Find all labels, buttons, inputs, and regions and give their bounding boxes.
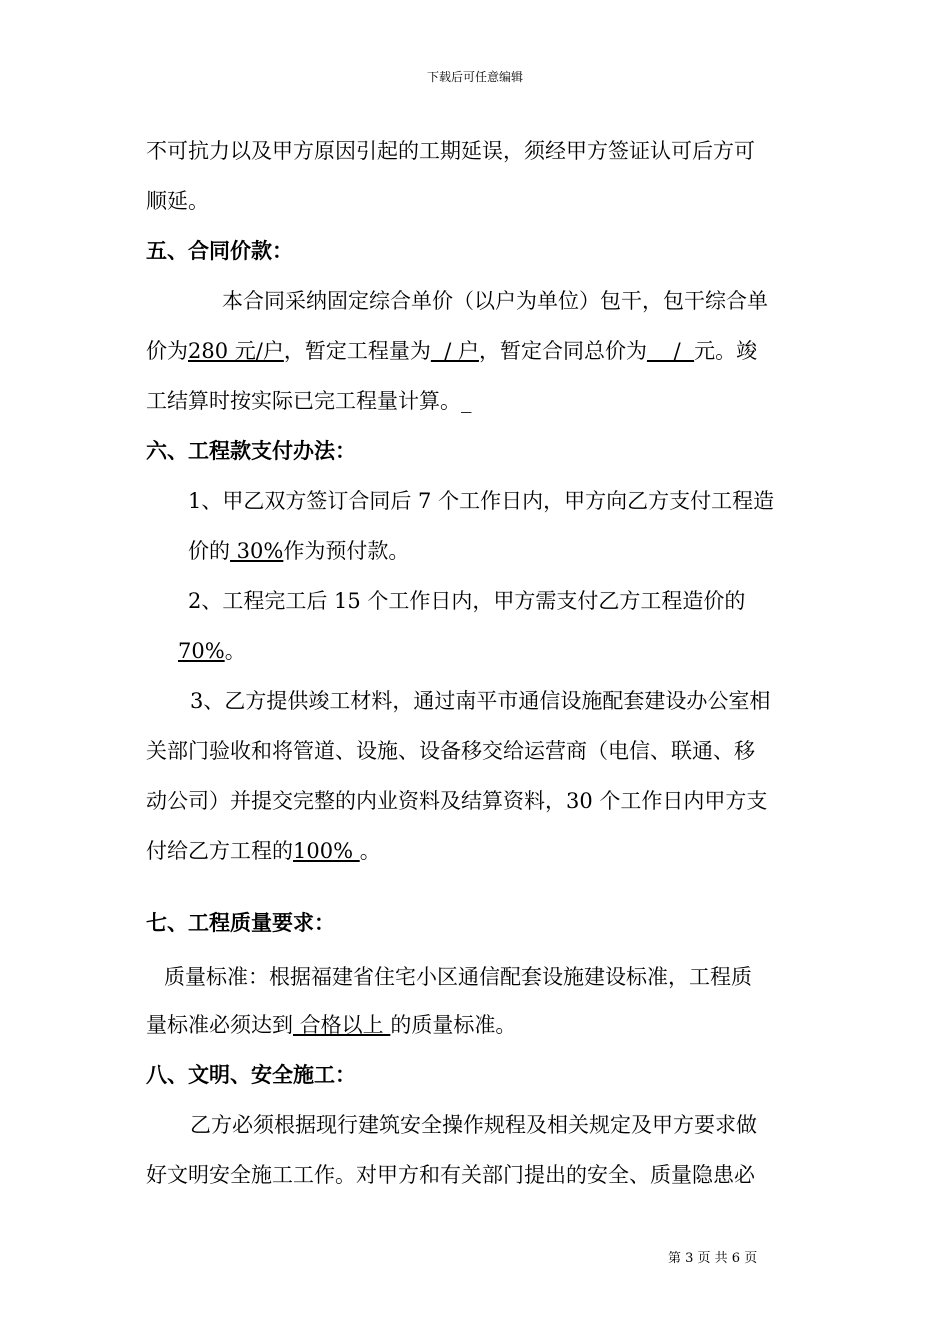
prepay-percent: 30%: [230, 539, 284, 563]
quantity-value: / 户: [430, 339, 479, 363]
body-line: 动公司）并提交完整的内业资料及结算资料，30 个工作日内甲方支: [146, 789, 768, 813]
body-line: 1、甲乙双方签订合同后 7 个工作日内，甲方向乙方支付工程造: [188, 489, 775, 513]
body-line: 乙方必须根据现行建筑安全操作规程及相关规定及甲方要求做: [190, 1113, 757, 1137]
body-line: 本合同采纳固定综合单价（以户为单位）包干，包干综合单: [222, 289, 768, 313]
body-line: 价为280 元/户，暂定工程量为 / 户，暂定合同总价为 / 元。竣: [146, 339, 758, 363]
body-line: 质量标准：根据福建省住宅小区通信配套设施建设标准，工程质: [164, 965, 752, 989]
body-line: 量标准必须达到 合格以上 的质量标准。: [146, 1013, 517, 1037]
final-percent: 100%: [293, 839, 360, 863]
total-price-value: /: [646, 339, 695, 363]
body-line: 付给乙方工程的100% 。: [146, 839, 381, 863]
body-line: 70%。: [178, 639, 246, 663]
body-line: 不可抗力以及甲方原因引起的工期延误，须经甲方签证认可后方可: [146, 139, 755, 163]
header-note: 下载后可任意编辑: [426, 70, 523, 84]
body-line: 工结算时按实际已完工程量计算。_: [146, 389, 472, 413]
unit-price-value: 280 元/户: [188, 339, 284, 363]
section-heading-5: 五、合同价款：: [146, 238, 293, 263]
completion-percent: 70%: [178, 639, 225, 663]
body-line: 好文明安全施工工作。对甲方和有关部门提出的安全、质量隐患必: [146, 1163, 755, 1187]
body-line: 关部门验收和将管道、设施、设备移交给运营商（电信、联通、移: [146, 739, 755, 763]
section-heading-6: 六、工程款支付办法：: [146, 438, 356, 463]
body-line: 价的 30%作为预付款。: [188, 539, 410, 563]
body-line: 2、工程完工后 15 个工作日内，甲方需支付乙方工程造价的: [188, 589, 746, 613]
section-heading-8: 八、文明、安全施工：: [146, 1062, 356, 1087]
quality-standard-value: 合格以上: [293, 1013, 391, 1037]
section-heading-7: 七、工程质量要求：: [146, 910, 335, 935]
body-line: 顺延。: [146, 189, 209, 213]
body-line: 3、乙方提供竣工材料，通过南平市通信设施配套建设办公室相: [190, 689, 771, 713]
page-number: 第 3 页 共 6 页: [668, 1251, 758, 1266]
